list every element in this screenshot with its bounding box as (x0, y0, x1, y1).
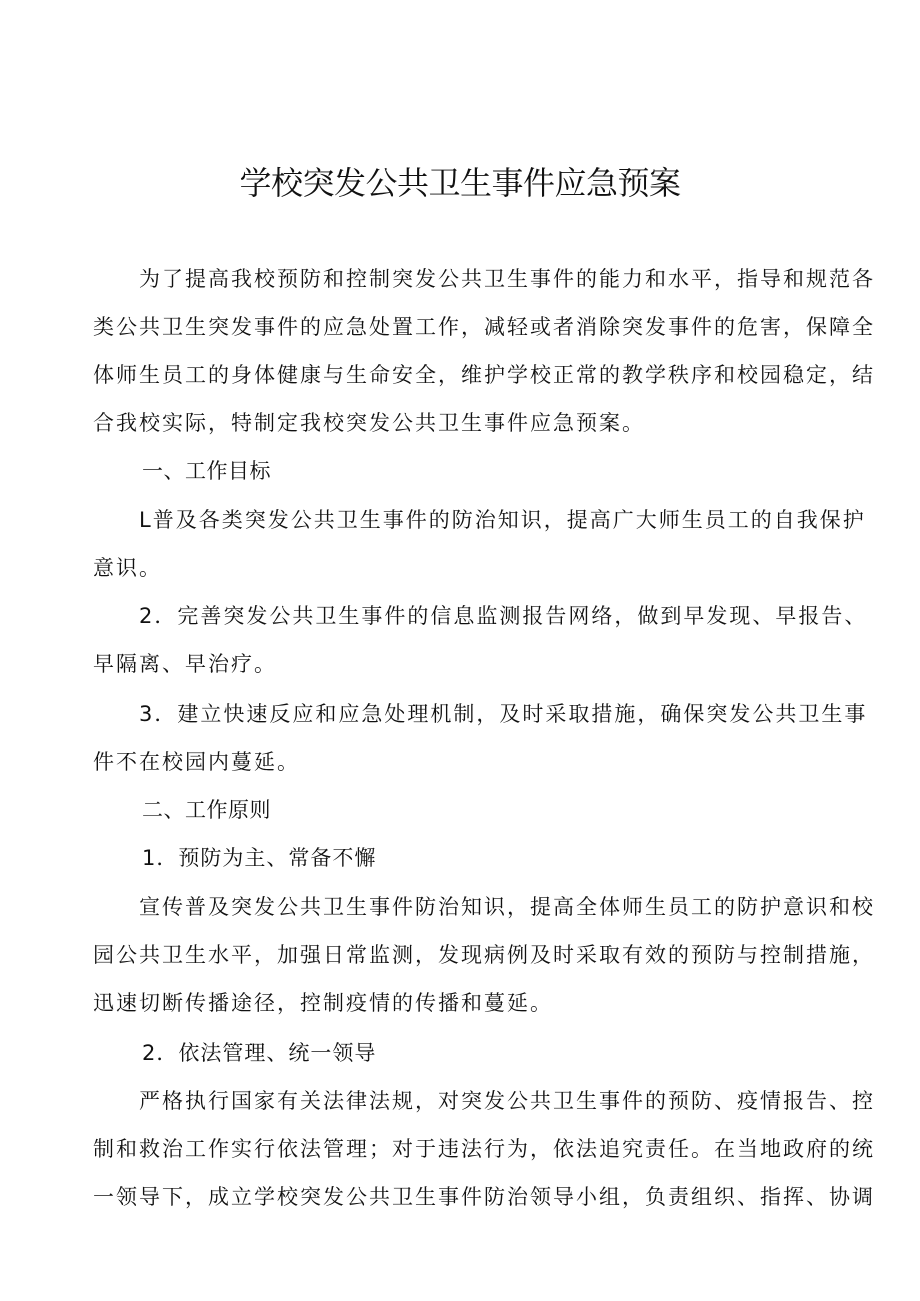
text-line: 园公共卫生水平，加强日常监测，发现病例及时采取有效的预防与控制措施， (93, 943, 875, 967)
text-line: 3．建立快速反应和应急处理机制，及时采取措施，确保突发公共卫生事 (93, 702, 868, 726)
principle-title-1: 1．预防为主、常备不懈 (142, 846, 377, 870)
text-line: 迅速切断传播途径，控制疫情的传播和蔓延。 (93, 991, 553, 1015)
text-line: 为了提高我校预防和控制突发公共卫生事件的能力和水平，指导和规范各 (93, 267, 875, 291)
goal-item-3 (93, 690, 868, 786)
text-line: 早隔离、早治疗。 (93, 652, 277, 676)
text-line: 制和救治工作实行依法管理；对于违法行为，依法追究责任。在当地政府的统 (93, 1137, 875, 1161)
goal-item-1 (93, 496, 866, 592)
document-title: 学校突发公共卫生事件应急预案 (239, 164, 681, 202)
text-line: L普及各类突发公共卫生事件的防治知识，提高广大师生员工的自我保护 (93, 508, 866, 532)
principle-title-2: 2．依法管理、统一领导 (142, 1041, 377, 1065)
principle-paragraph-2 (93, 1077, 875, 1221)
text-line: 2．完善突发公共卫生事件的信息监测报告网络，做到早发现、早报告、 (93, 604, 868, 628)
intro-paragraph (93, 255, 875, 447)
text-line: 类公共卫生突发事件的应急处置工作，减轻或者消除突发事件的危害，保障全 (93, 315, 875, 339)
text-line: 意识。 (93, 556, 162, 580)
goal-item-2 (93, 592, 868, 688)
section-heading-goals: 一、工作目标 (142, 459, 271, 483)
text-line: 宣传普及突发公共卫生事件防治知识，提高全体师生员工的防护意识和校 (93, 895, 875, 919)
text-line: 体师生员工的身体健康与生命安全，维护学校正常的教学秩序和校园稳定，结 (93, 363, 875, 387)
text-line: 件不在校园内蔓延。 (93, 750, 300, 774)
text-line: 一领导下，成立学校突发公共卫生事件防治领导小组，负责组织、指挥、协调 (93, 1185, 875, 1209)
text-line: 严格执行国家有关法律法规，对突发公共卫生事件的预防、疫情报告、控 (93, 1089, 875, 1113)
section-heading-principles: 二、工作原则 (142, 798, 271, 822)
principle-paragraph-1 (93, 883, 875, 1027)
text-line: 合我校实际，特制定我校突发公共卫生事件应急预案。 (93, 411, 645, 435)
